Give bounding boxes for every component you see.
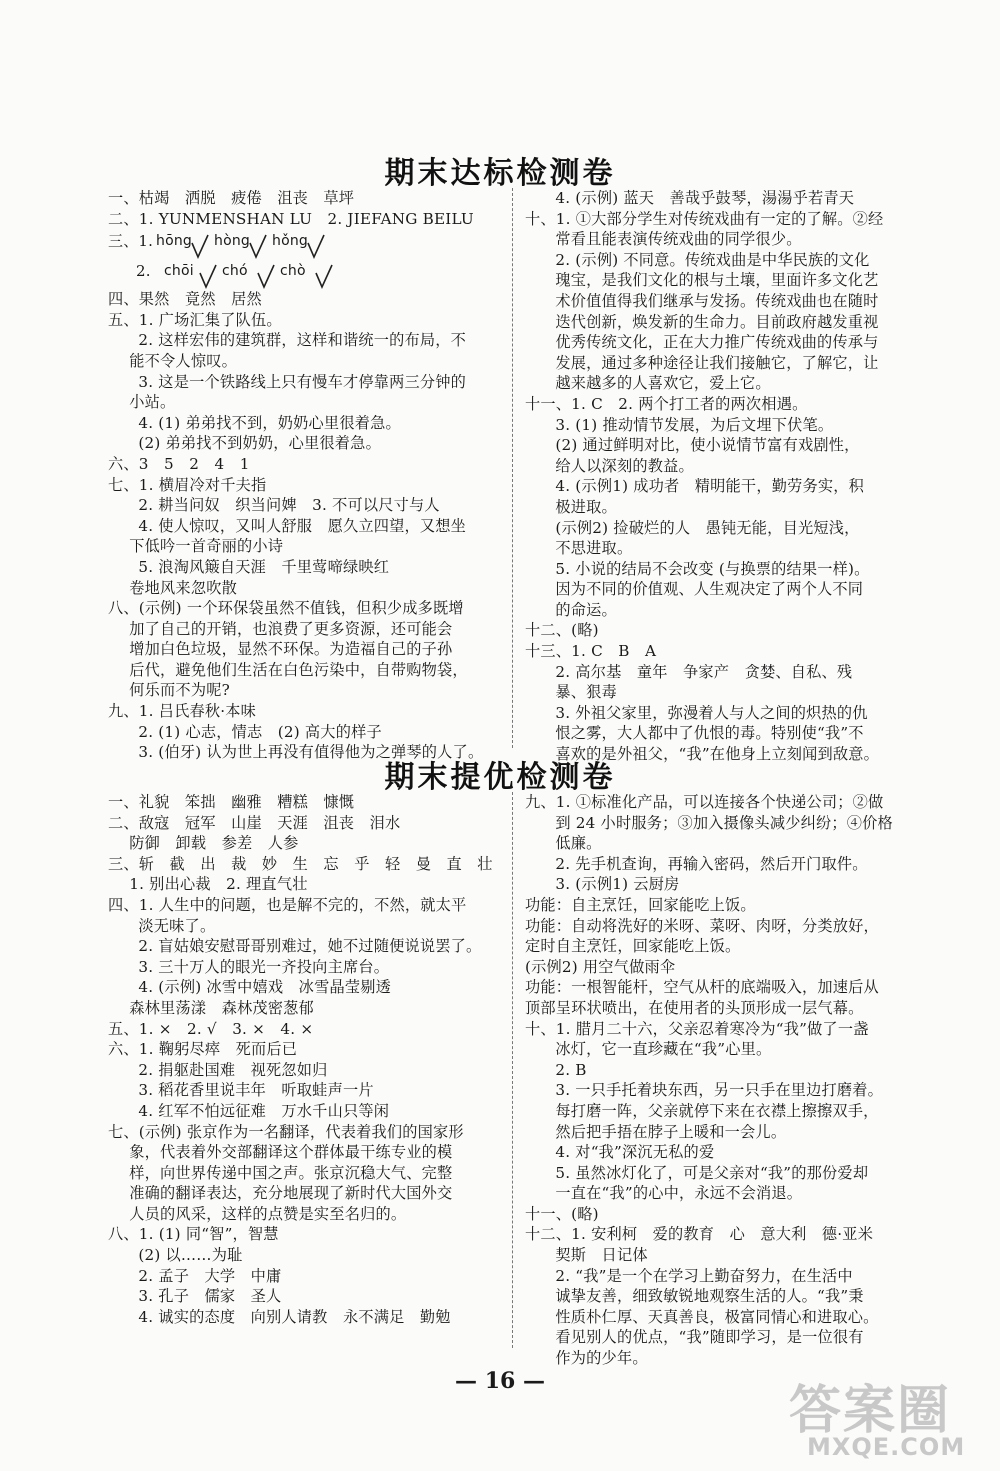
answer-line: 暴、狠毒 [555,683,617,702]
answer-line: 不思进取。 [555,539,633,558]
answer-line: 六、1. 鞠躬尽瘁 死而后已 [108,1040,298,1059]
answer-line: 顶部呈环状喷出，在使用者的头顶形成一层气幕。 [525,998,864,1017]
answer-line: 加了自己的开销，也浪费了更多资源，还可能会 [129,619,453,638]
answer-line: 2. 耕当问奴 织当问婢 3. 不可以尺寸与人 [138,496,440,515]
answer-line: 常看且能表演传统戏曲的同学很少。 [555,230,802,249]
answer-line: 每打磨一阵，父亲就停下来在衣襟上擦擦双手， [555,1101,879,1120]
section1-left-column [108,188,503,763]
answer-line: 二、敌寇 冠军 山崖 天涯 沮丧 泪水 [108,813,401,832]
answer-line: 定时自主烹饪，回家能吃上饭。 [525,937,741,956]
column-divider [512,188,513,748]
watermark-logo [785,1368,990,1463]
check-mark-icon [190,231,210,259]
answer-line: 一、礼貌 笨拙 幽雅 糟糕 慷慨 [108,793,355,811]
answer-line: 4. 红军不怕远征难 万水千山只等闲 [138,1101,390,1120]
answer-line: 发展，通过多种途径让我们接触它，了解它，让 [555,353,879,372]
answer-line: (2) 通过鲜明对比，使小说情节富有戏剧性， [555,436,860,455]
answer-line: 极进取。 [555,497,617,516]
answer-line: 增加白色垃圾，显然不环保。为造福自己的子孙 [129,640,453,659]
answer-line: 恨之雾，大人都中了仇恨的毒。特别使“我”不 [555,724,864,743]
answer-line: 3. 外祖父家里，弥漫着人与人之间的炽热的仇 [555,703,868,722]
check-mark-icon [256,261,276,289]
answer-line: 八、1. (1) 同“智”，智慧 [108,1225,279,1244]
answer-line: 一、枯竭 洒脱 疲倦 沮丧 草坪 [108,189,355,207]
answer-line: 2. (1) 心志，情志 (2) 高大的样子 [138,722,382,741]
answer-line: 瑰宝，是我们文化的根与土壤，里面许多文化艺 [555,271,879,290]
column-divider [512,792,513,1348]
answer-line: 3. (伯牙) 认为世上再没有值得他为之弹琴的人了。 [138,743,484,762]
answer-line: 4. (示例) 冰雪中嬉戏 冰雪晶莹剔透 [138,978,392,997]
pinyin-option: hòng [214,233,250,250]
answer-line: 优秀传统文化，正在大力推广传统戏曲的传承与 [555,333,879,352]
watermark-url: MXQE.COM [807,1433,966,1461]
answer-line: (2) 弟弟找不到奶奶，心里很着急。 [138,434,381,453]
answer-line: 诚挚友善，细致敏锐地观察生活的人。“我”秉 [555,1287,864,1306]
answer-line: 2. B [555,1060,587,1079]
answer-line: 十、1. 腊月二十六，父亲忍着寒冷为“我”做了一盏 [525,1019,869,1038]
pinyin-option: chōi [164,263,194,280]
answer-line: (示例2) 捡破烂的人 愚钝无能，目光短浅， [555,518,860,537]
answer-line: 契斯 日记体 [555,1246,648,1265]
answer-line: 能不令人惊叹。 [129,351,237,370]
check-mark-icon [248,231,268,259]
section2-left-column [108,792,503,1327]
answer-line: 十三、1. C B A [525,642,657,661]
answer-line: 4. (示例) 蓝天 善哉乎鼓琴，湯湯乎若青天 [555,189,855,207]
answer-line: 十一、(略) [525,1204,599,1223]
answer-line: 的命运。 [555,600,617,619]
answer-line: 给人以深刻的教益。 [555,456,694,475]
answer-line: 淡无味了。 [138,916,216,935]
answer-line: 3. 一只手托着块东西，另一只手在里边打磨着。 [555,1081,884,1100]
answer-line: 性质朴仁厚、天真善良，极富同情心和进取心。 [555,1307,879,1326]
answer-line: 一直在“我”的心中，永远不会消退。 [555,1184,803,1203]
answer-line: 森林里荡漾 森林茂密葱郁 [129,998,314,1017]
answer-line: 4. (1) 弟弟找不到，奶奶心里很着急。 [138,413,401,432]
answer-line: 二、1. YUNMENSHAN LU 2. JIEFANG BEILU [108,209,474,228]
answer-line: 3. 这是一个铁路线上只有慢车才停靠两三分钟的 [138,372,467,391]
pinyin-row [108,259,503,289]
answer-line: 九、1. 吕氏春秋·本味 [108,702,257,721]
answer-line: 然后把手捂在脖子上暖和一会儿。 [555,1122,787,1141]
check-mark-icon [198,261,218,289]
answer-line: (2) 以……为耻 [138,1246,243,1265]
answer-line: 七、1. 横眉冷对千夫指 [108,475,267,494]
pinyin-option: hōng [156,233,192,250]
answer-line: 看见别人的优点，“我”随即学习，是一位很有 [555,1328,864,1347]
answer-line: 3. 孔子 儒家 圣人 [138,1287,282,1306]
answer-line: 三、斩 截 出 裁 妙 生 忘 乎 轻 曼 直 壮 [108,854,493,873]
pinyin-row [108,229,503,259]
answer-line: 2. 先手机查询，再输入密码，然后开门取件。 [555,854,868,873]
answer-line: 四、1. 人生中的问题，也是解不完的，不然，就太平 [108,895,467,914]
answer-line: 3. 稻花香里说丰年 听取蛙声一片 [138,1081,374,1100]
section2-right-column [525,792,920,1369]
answer-line: 4. 对“我”深沉无私的爱 [555,1143,715,1162]
section-title-2: 期末提优检测卷 [384,760,616,795]
answer-line: 4. (示例1) 成功者 精明能干，勤劳务实，积 [555,477,865,496]
answer-line: 2. 盲姑娘安慰哥哥别难过，她不过随便说说罢了。 [138,937,482,956]
answer-line: 低廉。 [555,834,602,853]
answer-line: 功能：自动将洗好的米呀、菜呀、肉呀，分类放好， [525,916,879,935]
answer-line: 十二、(略) [525,621,599,640]
answer-line: 5. 小说的结局不会改变 (与换票的结果一样)。 [555,559,870,578]
answer-line: 1. 别出心裁 2. 理直气壮 [129,875,308,894]
answer-line: 准确的翻译表达，充分地展现了新时代大国外交 [129,1184,453,1203]
answer-line: 越来越多的人喜欢它，爱上它。 [555,374,771,393]
answer-line: 九、1. ①标准化产品，可以连接各个快递公司；②做 [525,793,884,811]
pinyin-option: chò [280,263,306,280]
watermark-text: 答案圈 [789,1381,952,1441]
answer-line: 五、1. × 2. √ 3. × 4. × [108,1019,314,1038]
answer-line: 十二、1. 安利柯 爱的教育 心 意大利 德·亚米 [525,1225,874,1244]
answer-line: 象，代表着外交部翻译这个群体最干练专业的模 [129,1143,453,1162]
answer-line: 冰灯，它一直珍藏在“我”心里。 [555,1040,772,1059]
page-number: — 16 — [455,1368,545,1394]
answer-line: 小站。 [129,393,176,412]
answer-line: 术价值值得我们继承与发扬。传统戏曲也在随时 [555,291,879,310]
answer-line: 作为的少年。 [555,1349,648,1368]
answer-line: (示例2) 用空气做雨伞 [525,957,676,976]
answer-line: 2. (示例) 不同意。传统戏曲是中华民族的文化 [555,250,870,269]
answer-line: 到 24 小时服务；③加入摄像头减少纠纷；④价格 [555,813,893,832]
pinyin-prefix: 三、1. [108,232,154,251]
answer-line: 防御 卸载 参差 人参 [129,834,299,853]
answer-line: 样，向世界传递中国之声。张京沉稳大气、完整 [129,1163,453,1182]
answer-line: 2. 高尔基 童年 争家产 贪婪、自私、残 [555,662,853,681]
answer-line: 四、果然 竟然 居然 [108,290,262,309]
section1-right-column [525,188,920,765]
answer-line: 人员的风采，这样的点赞是实至名归的。 [129,1204,407,1223]
answer-line: 下低吟一首奇丽的小诗 [129,537,284,556]
answer-line: 迭代创新，焕发新的生命力。目前政府越发重视 [555,312,879,331]
answer-line: 十、1. ①大部分学生对传统戏曲有一定的了解。②经 [525,209,884,228]
answer-line: 4. 诚实的态度 向别人请教 永不满足 勤勉 [138,1307,451,1326]
answer-line: 3. (示例1) 云厨房 [555,875,680,894]
answer-line: 八、(示例) 一个环保袋虽然不值钱，但积少成多既增 [108,599,464,618]
answer-line: 五、1. 广场汇集了队伍。 [108,310,282,329]
answer-line: 功能：一根智能杆，空气从杆的底端吸入，加速后从 [525,978,879,997]
answer-line: 3. (1) 推动情节发展，为后文埋下伏笔。 [555,415,834,434]
pinyin-option: hǒng [272,233,308,250]
answer-line: 卷地风来忽吹散 [129,578,237,597]
answer-line: 2. “我”是一个在学习上勤奋努力，在生活中 [555,1266,853,1285]
answer-line: 5. 浪淘风簸自天涯 千里莺啼绿映红 [138,557,390,576]
answer-line: 十一、1. C 2. 两个打工者的两次相遇。 [525,394,808,413]
check-mark-icon [314,261,334,289]
pinyin-prefix: 2. [136,262,151,281]
answer-line: 功能：自主烹饪，回家能吃上饭。 [525,895,756,914]
answer-line: 喜欢的是外祖父，“我”在他身上立刻闻到敌意。 [555,745,880,764]
answer-line: 2. 孟子 大学 中庸 [138,1266,282,1285]
answer-line: 3. 三十万人的眼光一齐投向主席台。 [138,957,390,976]
answer-line: 2. 这样宏伟的建筑群，这样和谐统一的布局，不 [138,331,467,350]
answer-line: 5. 虽然冰灯化了，可是父亲对“我”的那份爱却 [555,1163,869,1182]
pinyin-option: chó [222,263,248,280]
section-title-1: 期末达标检测卷 [384,156,616,191]
check-mark-icon [306,231,326,259]
answer-line: 4. 使人惊叹，又叫人舒服 愿久立四望，又想坐 [138,516,467,535]
answer-line: 后代，避免他们生活在白色污染中，自带购物袋， [129,660,468,679]
answer-line: 何乐而不为呢? [129,681,230,700]
answer-line: 2. 捐躯赴国难 视死忽如归 [138,1060,328,1079]
answer-line: 七、(示例) 张京作为一名翻译，代表着我们的国家形 [108,1122,464,1141]
answer-line: 因为不同的价值观、人生观决定了两个人不同 [555,580,864,599]
answer-line: 六、3 5 2 4 1 [108,454,250,473]
